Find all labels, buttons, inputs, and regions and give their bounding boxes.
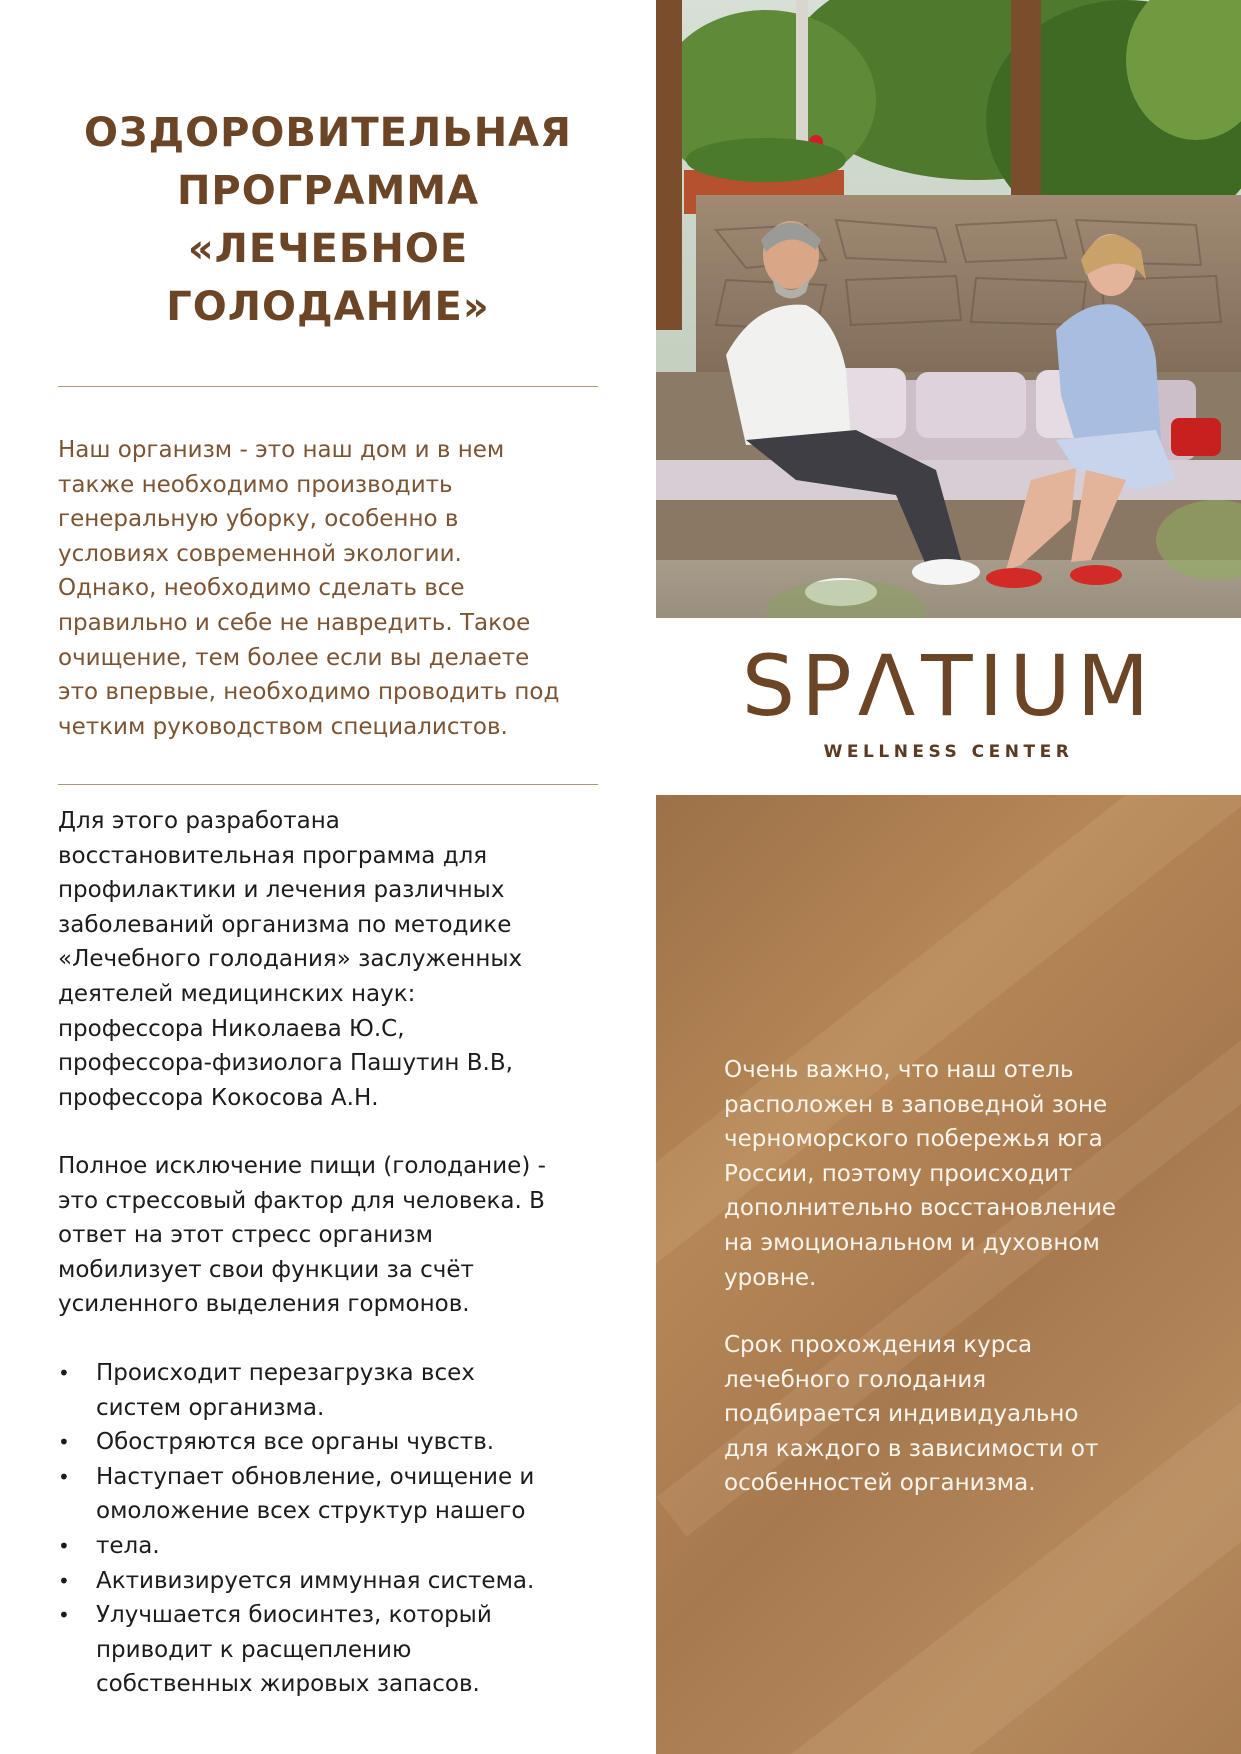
stress-line: ответ на этот стресс организм (58, 1222, 433, 1249)
stress-line: Полное исключение пищи (голодание) - (58, 1153, 546, 1179)
location-line: дополнительно восстановление (724, 1195, 1117, 1222)
program-line: деятелей медицинских наук: (58, 980, 416, 1007)
list-item-line: тела. (96, 1532, 160, 1559)
list-item-line: Активизируется иммунная система. (96, 1567, 535, 1594)
bullet-icon: • (58, 1568, 70, 1593)
bullet-icon: • (58, 1361, 70, 1385)
info-panel (656, 795, 1241, 1754)
list-item (58, 1564, 598, 1599)
intro-line: это впервые, необходимо проводить под (58, 679, 560, 706)
list-item (58, 1356, 598, 1425)
intro-line: условиях современной экологии. (58, 540, 462, 567)
bullet-icon: • (58, 1430, 70, 1455)
location-line: черноморского побережья юга (724, 1126, 1103, 1153)
location-line: России, поэтому происходит (724, 1160, 1073, 1187)
duration-line: подбирается индивидуально (724, 1401, 1079, 1428)
bullet-icon: • (58, 1603, 70, 1628)
logo-wordmark: SPΛTIUM (741, 637, 1156, 735)
list-item-line: систем организма. (96, 1394, 325, 1421)
list-item-line: Происходит перезагрузка всех (96, 1360, 475, 1386)
title-line: ПРОГРАММА (176, 168, 480, 214)
location-line: расположен в заповедной зоне (724, 1091, 1108, 1118)
bullet-icon: • (58, 1533, 70, 1558)
program-paragraph (58, 804, 598, 1115)
program-line: профессора Кокосова А.Н. (58, 1084, 379, 1111)
stress-line: мобилизует свои функции за счёт (58, 1256, 474, 1283)
list-item-line: собственных жировых запасов. (96, 1671, 480, 1698)
benefits-list (58, 1356, 598, 1702)
list-item (58, 1529, 598, 1564)
intro-line: правильно и себе не навредить. Такое (58, 609, 531, 636)
divider-middle (58, 784, 598, 785)
hero-photo (656, 0, 1241, 618)
title-line: ОЗДОРОВИТЕЛЬНАЯ (84, 110, 572, 156)
duration-line: для каждого в зависимости от (724, 1435, 1099, 1462)
program-line: профессора-физиолога Пашутин В.В, (58, 1050, 513, 1077)
list-item (58, 1460, 598, 1529)
stress-paragraph (58, 1149, 598, 1322)
intro-paragraph (58, 433, 598, 744)
intro-line: Наш организм - это наш дом и в нем (58, 437, 505, 463)
program-line: заболеваний организма по методике (58, 911, 512, 938)
list-item-line: Наступает обновление, очищение и (96, 1463, 535, 1490)
list-item-line: омоложение всех структур нашего (96, 1498, 526, 1525)
list-item (58, 1425, 598, 1460)
bullet-icon: • (58, 1464, 70, 1489)
title-line: «ЛЕЧЕБНОЕ (187, 226, 469, 272)
logo-subtitle: WELLNESS CENTER (823, 742, 1074, 762)
location-line: на эмоциональном и духовном (724, 1229, 1100, 1256)
program-line: «Лечебного голодания» заслуженных (58, 946, 523, 973)
program-line: профессора Николаева Ю.С, (58, 1015, 405, 1042)
duration-paragraph (724, 1328, 1098, 1501)
stress-line: усиленного выделения гормонов. (58, 1291, 470, 1318)
intro-line: четким руководством специалистов. (58, 713, 508, 740)
intro-line: также необходимо производить (58, 471, 453, 498)
program-line: Для этого разработана (58, 808, 340, 834)
location-paragraph (724, 1053, 1116, 1295)
program-line: профилактики и лечения различных (58, 877, 505, 904)
divider-top (58, 386, 598, 387)
duration-line: особенностей организма. (724, 1470, 1036, 1497)
intro-line: генеральную уборку, особенно в (58, 506, 459, 533)
brand-logo (656, 618, 1241, 795)
list-item-line: Улучшается биосинтез, который (96, 1602, 492, 1629)
intro-line: очищение, тем более если вы делаете (58, 644, 530, 671)
page-title (58, 104, 598, 336)
list-item-line: приводит к расщеплению (96, 1636, 412, 1663)
program-line: восстановительная программа для (58, 842, 488, 869)
title-line: ГОЛОДАНИЕ» (166, 284, 490, 330)
duration-line: Срок прохождения курса (724, 1332, 1033, 1358)
stress-line: это стрессовый фактор для человека. В (58, 1187, 545, 1214)
location-line: уровне. (724, 1264, 817, 1291)
list-item (58, 1598, 598, 1702)
list-item-line: Обостряются все органы чувств. (96, 1429, 495, 1456)
location-line: Очень важно, что наш отель (724, 1057, 1074, 1083)
left-column (58, 0, 598, 1754)
intro-line: Однако, необходимо сделать все (58, 575, 465, 602)
duration-line: лечебного голодания (724, 1366, 987, 1393)
